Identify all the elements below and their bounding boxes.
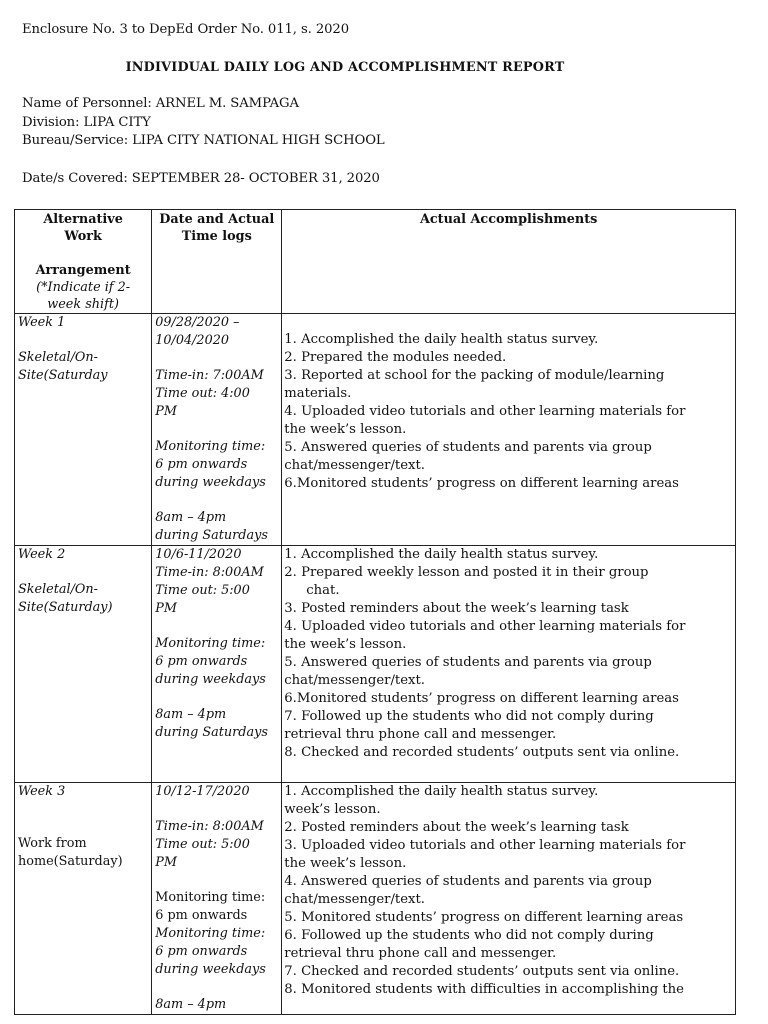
accomplishment-table (14, 209, 736, 1015)
list-item: 8. Monitored students with difficulties in accomplishing the (284, 982, 684, 997)
enclosure-reference: Enclosure No. 3 to DepEd Order No. 011, s. 2020 (22, 22, 350, 37)
accomplishments-cell (282, 314, 736, 546)
list-item: chat/messenger/text. (284, 458, 425, 473)
division: Division: LIPA CITY (22, 115, 151, 130)
list-item: 4. Uploaded video tutorials and other learning materials for (284, 619, 686, 634)
list-item: 8. Checked and recorded students’ outputs sent via online. (284, 745, 680, 760)
timelog-cell: 10/12-17/2020 Time-in: 8:00AM Time out: 5:00 PM Monitoring time: 6 pm onwards Monitoring time: 6 pm onwards during weekdays 8am – 4pm (152, 783, 282, 1015)
header-time-logs: Date and Actual Time logs (152, 210, 282, 314)
list-item: chat. (306, 583, 340, 598)
list-item: 4. Answered queries of students and parents via group (284, 874, 652, 889)
list-item: 5. Answered queries of students and parents via group (284, 440, 652, 455)
header-accomplishments: Actual Accomplishments (282, 210, 736, 314)
list-item: 1. Accomplished the daily health status survey. (284, 332, 599, 347)
list-item: 6.Monitored students’ progress on different learning areas (284, 691, 679, 706)
timelog-cell: 10/6-11/2020 Time-in: 8:00AM Time out: 5:00 PM Monitoring time: 6 pm onwards during weekdays 8am – 4pm during Saturdays (152, 546, 282, 783)
list-item: 6.Monitored students’ progress on different learning areas (284, 476, 679, 491)
bureau-service: Bureau/Service: LIPA CITY NATIONAL HIGH SCHOOL (22, 133, 385, 148)
list-item: 3. Reported at school for the packing of module/learning (284, 368, 665, 383)
list-item: 2. Prepared weekly lesson and posted it in their group (284, 565, 649, 580)
arrangement-cell: Week 3 Work from home(Saturday) (15, 783, 152, 1015)
list-item: 1. Accomplished the daily health status survey. (284, 784, 599, 799)
list-item: 4. Uploaded video tutorials and other learning materials for (284, 404, 686, 419)
arrangement-cell: Week 1 Skeletal/On- Site(Saturday (15, 314, 152, 546)
list-item: retrieval thru phone call and messenger. (284, 727, 557, 742)
list-item: 7. Checked and recorded students’ outputs sent via online. (284, 964, 680, 979)
list-item: retrieval thru phone call and messenger. (284, 946, 557, 961)
list-item: week’s lesson. (284, 802, 381, 817)
accomplishments-cell (282, 783, 736, 1015)
list-item: chat/messenger/text. (284, 892, 425, 907)
list-item: 6. Followed up the students who did not comply during (284, 928, 654, 943)
list-item: 3. Uploaded video tutorials and other learning materials for (284, 838, 686, 853)
list-item: 2. Posted reminders about the week’s learning task (284, 820, 629, 835)
personnel-name: Name of Personnel: ARNEL M. SAMPAGA (22, 96, 299, 111)
list-item: chat/messenger/text. (284, 673, 425, 688)
list-item: 3. Posted reminders about the week’s learning task (284, 601, 629, 616)
dates-covered: Date/s Covered: SEPTEMBER 28- OCTOBER 31, 2020 (22, 171, 380, 186)
list-item: materials. (284, 386, 352, 401)
table-row (15, 783, 736, 1015)
list-item: the week’s lesson. (284, 856, 407, 871)
accomplishments-cell (282, 546, 736, 783)
list-item: 5. Monitored students’ progress on different learning areas (284, 910, 684, 925)
table-row (15, 546, 736, 783)
list-item: the week’s lesson. (284, 422, 407, 437)
list-item: 2. Prepared the modules needed. (284, 350, 507, 365)
list-item: 1. Accomplished the daily health status survey. (284, 547, 599, 562)
header-arrangement: Alternative Work Arrangement (*Indicate if 2- week shift) (15, 210, 152, 314)
list-item: 5. Answered queries of students and parents via group (284, 655, 652, 670)
list-item: the week’s lesson. (284, 637, 407, 652)
timelog-cell: 09/28/2020 – 10/04/2020 Time-in: 7:00AM Time out: 4:00 PM Monitoring time: 6 pm onwards during weekdays 8am – 4pm during Saturdays (152, 314, 282, 546)
table-row (15, 314, 736, 546)
report-title: INDIVIDUAL DAILY LOG AND ACCOMPLISHMENT REPORT (125, 60, 565, 75)
list-item: 7. Followed up the students who did not comply during (284, 709, 654, 724)
arrangement-cell: Week 2 Skeletal/On- Site(Saturday) (15, 546, 152, 783)
table-header-row (15, 210, 736, 314)
